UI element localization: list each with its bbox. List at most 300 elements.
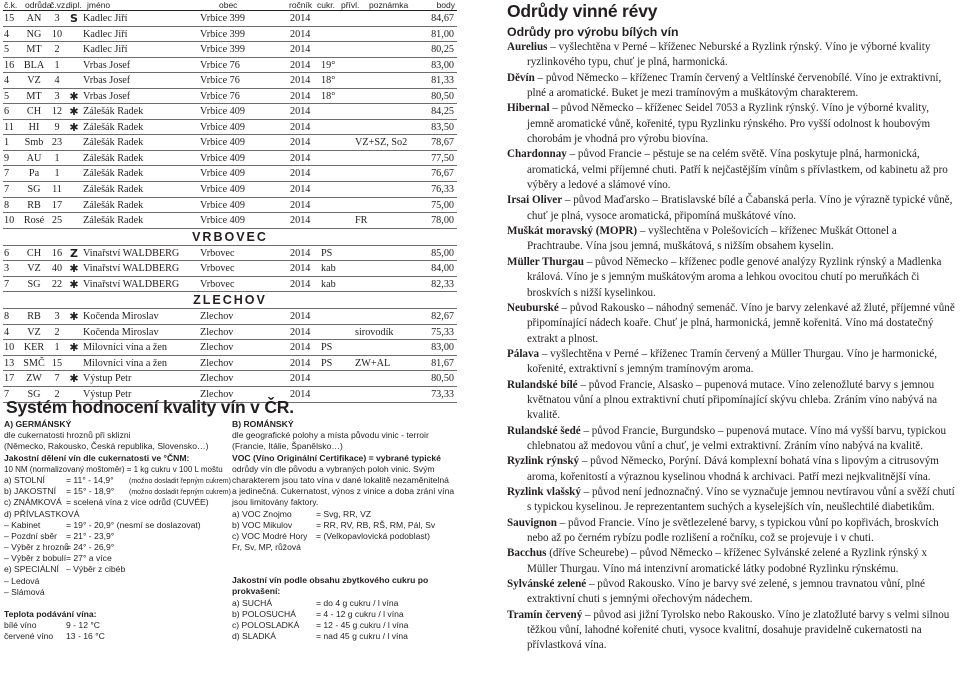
table-cell: Vrbice 409: [200, 137, 245, 149]
table-cell: Vrbice 399: [200, 28, 245, 40]
temperature-red: [4, 631, 229, 642]
variety-entry: [507, 193, 955, 224]
table-cell: Vrbovec: [200, 247, 235, 259]
table-cell: 81,33: [431, 75, 454, 87]
table-cell: Rosé: [23, 215, 45, 227]
table-cell: 3: [4, 263, 10, 275]
variety-name: Rulandské bílé: [507, 378, 578, 391]
text-line: charakterem jsou tato vína v dané lokalitě nezaměnitelná: [232, 474, 449, 485]
table-cell: 6: [4, 106, 10, 118]
table-cell: Kočenda Miroslav: [83, 326, 159, 338]
sugar-title: Jakostní vín podle obsahu zbytkového cukru po: [232, 575, 429, 586]
sugar-value: = nad 45 g cukru / l vína: [316, 631, 408, 642]
table-cell: PS: [321, 247, 333, 259]
table-cell: 2014: [290, 168, 311, 180]
category-label: b) JAKOSTNÍ: [4, 486, 57, 497]
category-jakostni: [4, 486, 229, 497]
table-cell: 3: [54, 311, 60, 323]
voc-value: = RR, RV, RB, RŠ, RM, Pál, Sv: [316, 519, 436, 530]
variety-entry: [507, 40, 955, 71]
table-cell: Pa: [28, 168, 40, 180]
text-line: (Francie, Itálie, Španělsko…): [232, 441, 343, 452]
voc-value: = (Velkopavlovická podoblast): [316, 530, 430, 541]
variety-name: Muškát moravský (MOPR): [507, 225, 638, 238]
variety-entry: [507, 71, 955, 102]
predicate-label: – Pozdní sběr: [4, 530, 58, 541]
predicate-specialni: [4, 564, 229, 575]
predicate-pozdni: [4, 531, 229, 542]
table-row: [3, 182, 457, 198]
table-cell: Vrbice 409: [200, 106, 245, 118]
table-cell: RB: [27, 311, 41, 323]
varieties-section: [507, 0, 955, 654]
table-cell: ZW+AL: [355, 357, 391, 369]
table-cell: Vrbovec: [200, 278, 235, 290]
table-cell: 2014: [290, 121, 311, 133]
variety-entry: [507, 301, 955, 347]
variety-entry: [507, 378, 955, 424]
variety-name: Hibernal: [507, 102, 550, 115]
text-line: (Německo, Rakousko, Česká republika, Slovensko…): [4, 441, 209, 452]
table-cell: Vinařství WALDBERG: [83, 247, 180, 259]
table-cell: Vrbice 409: [200, 168, 245, 180]
table-cell: Vrbice 399: [200, 44, 245, 56]
table-cell: kab: [321, 278, 336, 290]
table-cell: 17: [4, 373, 15, 385]
table-cell: FR: [355, 215, 368, 227]
table-cell: Vrbice 409: [200, 152, 245, 164]
variety-name: Sauvignon: [507, 516, 557, 529]
table-cell: Zálešák Radek: [83, 184, 144, 196]
table-cell: Vrbas Josef: [83, 90, 131, 102]
table-cell: 80,50: [431, 90, 454, 102]
table-cell: Vrbice 76: [200, 90, 240, 102]
table-cell: 1: [54, 168, 60, 180]
variety-name: Pálava: [507, 347, 540, 360]
variety-description: – původ Německo, Porýní. Dává komplexní bohatá vína s lipovým a citrusovým aroma, kořenitostí a výraznou kyselinou vhodná k archivaci. Patří mezi nejkvalitnější vína.: [527, 455, 939, 483]
table-cell: CH: [26, 247, 42, 259]
table-cell: Zálešák Radek: [83, 121, 144, 133]
table-cell: 8: [4, 199, 10, 211]
results-table: [3, 0, 457, 403]
text-line: – Slámová: [4, 586, 45, 597]
variety-entry: [507, 454, 955, 485]
table-cell: 25: [51, 215, 63, 227]
group-zlechov: ZLECHOV: [3, 292, 457, 309]
table-cell: 2014: [290, 389, 311, 401]
table-cell: Kadlec Jiří: [83, 28, 128, 40]
table-cell: ✱: [69, 310, 79, 324]
col-obec: obec: [219, 0, 238, 10]
table-cell: 15: [4, 13, 15, 24]
sugar-value: = do 4 g cukru / l vína: [316, 597, 399, 608]
table-cell: 2014: [290, 278, 311, 290]
table-cell: 6: [4, 247, 10, 259]
variety-name: Rulandské šedé: [507, 424, 581, 437]
table-cell: 78,00: [431, 215, 454, 227]
variety-description: – původ Německo – kříženec Seidel 7053 a Ryzlink rýnský. Víno je výborné kvality, jemně aromatické vůně, kořenité, typu Ryzlinku rýnského. Pro vyšší odolnost k houbovým chorobám je vhodná pro výrobu biovína.: [527, 102, 931, 146]
table-cell: KER: [23, 342, 45, 354]
variety-description: – vyšlechtěna v Perné – kříženec Tramín červený a Müller Thurgau. Víno je harmonické, kořenité, extraktivní s jemným tramínovým aroma.: [527, 347, 938, 376]
table-row: [3, 73, 457, 89]
sugar-label: a) SUCHÁ: [232, 597, 273, 608]
col-dipl: dipl.: [66, 0, 82, 10]
table-cell: ZW: [26, 373, 42, 385]
table-cell: 2014: [290, 373, 311, 385]
voc-value: = Svg, RR, VZ: [316, 508, 372, 519]
table-cell: ✱: [69, 341, 79, 355]
sugar-polosladka: [232, 620, 462, 631]
table-cell: Vrbas Josef: [83, 59, 131, 71]
table-cell: 2014: [290, 357, 311, 369]
varieties-title: Odrůdy vinné révy: [507, 1, 658, 21]
table-cell: RB: [27, 199, 41, 211]
table-row: [3, 151, 457, 167]
variety-name: Sylvánské zelené: [507, 578, 587, 591]
table-cell: 15: [51, 357, 63, 369]
table-cell: 10: [4, 215, 15, 227]
predicate-kabinet: [4, 520, 229, 531]
table-row: [3, 309, 457, 325]
table-cell: 2014: [290, 215, 311, 227]
col-jmeno: jméno: [87, 0, 111, 10]
table-cell: S: [70, 12, 78, 25]
table-cell: 2014: [290, 106, 311, 118]
table-cell: sirovodík: [355, 326, 394, 338]
sugar-label: d) SLADKÁ: [232, 631, 276, 642]
table-cell: Kadlec Jiří: [83, 44, 128, 56]
variety-description: – původ Německo – kříženec Tramín červený a Veltlínské červenobílé. Víno je extraktivní, plné a aromatické. Buket je mezi tramínovým a muškátovým charakterem.: [527, 71, 942, 100]
table-cell: Vrbas Josef: [83, 75, 131, 87]
table-cell: Vrbice 409: [200, 121, 245, 133]
variety-name: Müller Thurgau: [507, 255, 584, 268]
table-cell: VZ: [27, 263, 41, 275]
table-cell: 8: [4, 311, 10, 323]
table-cell: 2014: [290, 263, 311, 275]
text-line: a jedinečná. Cukernatost, výnos z vinice a doba zrání vína: [232, 486, 455, 497]
variety-description: – vyšlechtěna v Perné – kříženec Neburské a Ryzlink rýnský. Víno je výborné kvality ryzlinkového typu, chuť je plná, harmonická.: [527, 41, 931, 69]
variety-name: Chardonnay: [507, 148, 567, 161]
table-cell: 12: [51, 106, 63, 118]
table-cell: Vrbice 409: [200, 184, 245, 196]
table-cell: 4: [4, 75, 10, 87]
sugar-value: = 12 - 45 g cukru / l vína: [316, 620, 409, 630]
table-cell: 7: [4, 168, 10, 180]
table-cell: Zlechov: [200, 311, 234, 323]
table-cell: Zálešák Radek: [83, 168, 144, 180]
table-cell: 83,00: [431, 342, 454, 354]
table-cell: 1: [54, 152, 60, 164]
table-cell: Zálešák Radek: [83, 137, 144, 149]
text-line: dle geografické polohy a místa původu vinic - terroir: [232, 430, 429, 441]
table-cell: 18°: [321, 75, 336, 87]
predicate-label: – Výběr z hroznů: [4, 542, 69, 553]
variety-description: – původ Francie – pěstuje se na celém světě. Vína poskytuje plná, harmonická, aromatická, velmi příjemné chuti. Patří k nejčastějším vínům s přívlastkem, od kabinetu až pro výběry a ledové a slámové víno.: [527, 148, 948, 192]
table-cell: 3: [54, 90, 60, 102]
table-cell: 84,67: [431, 13, 454, 24]
text-line: – Ledová: [4, 575, 40, 586]
table-cell: Zlechov: [200, 373, 234, 385]
table-cell: SG: [27, 184, 41, 196]
variety-entry: [507, 224, 955, 255]
table-cell: 2014: [290, 44, 311, 56]
table-header: [3, 0, 457, 11]
table-cell: HI: [28, 121, 40, 133]
category-value: = 15° - 18,9°: [66, 486, 115, 497]
temperature-label: červené víno: [4, 631, 54, 642]
table-cell: 7: [4, 278, 10, 290]
table-cell: 2: [54, 326, 60, 338]
table-cell: 18°: [321, 90, 336, 102]
table-cell: 2014: [290, 90, 311, 102]
table-cell: ✱: [69, 277, 79, 291]
sugar-value: = 4 - 12 g cukru / l vína: [316, 608, 404, 619]
table-cell: 5: [4, 44, 10, 56]
table-row: [3, 371, 457, 387]
predicate-value: – Výběr z cibéb: [66, 564, 126, 575]
table-cell: ✱: [69, 120, 79, 134]
table-cell: 2014: [290, 184, 311, 196]
table-cell: Zlechov: [200, 357, 234, 369]
variety-entry: [507, 608, 955, 654]
variety-entry: [507, 516, 955, 547]
table-cell: 3: [54, 13, 60, 24]
table-cell: 2: [54, 389, 60, 401]
table-cell: 75,33: [431, 326, 454, 338]
category-label: a) STOLNÍ: [4, 474, 45, 485]
table-cell: ✱: [69, 105, 79, 119]
category-value: = scelená vína z více odrůd (CUVÉE): [66, 497, 209, 508]
variety-description: – původ asi jižní Tyrolsko nebo Rakousko. Víno je zlatožluté barvy s velmi silnou těžkou vůní, lahodné kořenité chuti, vysoce kvalitní, dosahuje pravidelně cukernatosti na přívlastková vína.: [527, 608, 950, 652]
col-pripl: přívl.: [341, 0, 360, 10]
variety-name: Irsai Oliver: [507, 194, 563, 207]
table-cell: Zlechov: [200, 389, 234, 401]
table-cell: 10: [51, 28, 63, 40]
table-cell: BLA: [23, 59, 45, 71]
table-cell: 2014: [290, 75, 311, 87]
table-cell: ✱: [69, 372, 79, 386]
table-cell: Z: [70, 246, 78, 260]
predicate-label: – Výběr z bobulí: [4, 553, 67, 564]
table-row: [3, 261, 457, 277]
col-odruda: odrůda: [25, 0, 52, 10]
table-row: [3, 198, 457, 214]
table-row: [3, 246, 457, 262]
variety-description: – původ Francie, Alsasko – pupenová mutace. Víno zelenožluté barvy s jemnou květnatou vůní a plnou extraktivní chutí připomínající skývu chleba. Zráním víno nabývá na kvalitě.: [527, 378, 938, 422]
table-cell: 4: [4, 28, 10, 40]
variety-name: Tramín červený: [507, 608, 583, 621]
table-cell: 11: [52, 184, 62, 196]
table-cell: Vrbice 76: [200, 75, 240, 87]
table-cell: Vinařství WALDBERG: [83, 278, 180, 290]
table-row: [3, 135, 457, 151]
table-cell: AU: [26, 152, 42, 164]
col-ck: č.k.: [4, 0, 18, 10]
table-cell: 1: [54, 342, 60, 354]
table-cell: 16: [51, 247, 63, 259]
category-znamkova: [4, 497, 229, 508]
table-row: [3, 89, 457, 105]
variety-entry: [507, 347, 955, 378]
category-value: = 11° - 14,9°: [66, 474, 114, 485]
table-cell: 82,67: [431, 311, 454, 323]
table-cell: Vrbovec: [200, 263, 235, 275]
variety-entry: [507, 424, 955, 455]
table-cell: Vrbice 409: [200, 215, 245, 227]
table-cell: 83,50: [431, 121, 454, 133]
variety-name: Ryzlink rýnský: [507, 455, 580, 468]
table-cell: 82,33: [431, 278, 454, 290]
romanic-system: [232, 419, 462, 642]
table-cell: 2: [54, 44, 60, 56]
table-cell: Smb: [24, 137, 44, 149]
table-cell: 2014: [290, 28, 311, 40]
text-line: Fr, Sv, MP, růžová: [232, 542, 301, 553]
table-cell: 2014: [290, 199, 311, 211]
table-cell: 84,25: [431, 106, 454, 118]
text-line: Jakostní dělení vín dle cukernatosti ve °ČNM:: [4, 452, 190, 463]
temperature-value: 13 - 16 °C: [66, 631, 105, 642]
table-cell: 75,00: [431, 199, 454, 211]
variety-entry: [507, 101, 955, 147]
sugar-sladka: [232, 631, 462, 642]
table-cell: MT: [26, 90, 42, 102]
variety-entry: [507, 485, 955, 516]
variety-description: – původ Německo – kříženec podle genové analýzy Ryzlink rýnský a Madlenka králová. Víno je s jemným muškátovým aroma a lehkou ovocitou chutí po meruňkách či broskvích s nižší kyselinkou.: [527, 255, 942, 299]
variety-entry: [507, 577, 955, 608]
table-cell: Zálešák Radek: [83, 215, 144, 227]
table-cell: 19°: [321, 59, 336, 71]
sugar-label: c) POLOSLADKÁ: [232, 620, 300, 630]
voc-label: b) VOC Mikulov: [232, 519, 293, 530]
table-cell: NG: [26, 28, 42, 40]
table-cell: 4: [4, 326, 10, 338]
table-cell: 2014: [290, 137, 311, 149]
table-cell: MT: [26, 44, 42, 56]
table-cell: 22: [51, 278, 63, 290]
table-cell: 77,50: [431, 152, 454, 164]
table-cell: Vrbice 76: [200, 59, 240, 71]
variety-description: – původ Francie. Víno je světlezelené barvy, s typickou vůní po kopřivách, broskvích nebo až po černém rybízu podle rozlišení a ročníku, což se projevuje i v chuti.: [527, 516, 939, 544]
temperature-label: bílé víno: [4, 620, 37, 631]
sugar-title-2: prokvašení:: [232, 586, 281, 597]
temperature-white: [4, 620, 229, 631]
table-row: [3, 325, 457, 341]
variety-entry: [507, 147, 955, 193]
table-cell: VZ+SZ, So2: [355, 137, 408, 149]
variety-description: – původ Rakousko. Víno je barvy své zelené, s jemnou travnatou vůní, plné extraktivní chuti s jemnými ořechovým nádechem.: [527, 578, 925, 606]
predicate-value: = 27° a více: [66, 553, 112, 564]
variety-description: – původ není jednoznačný. Víno se vyznačuje jemnou nevtíravou vůní a svěží chutí s typickou kyselinou. Je reprezentantem suchých a kyselejších vín, neušlechtilé diabetikům.: [527, 485, 955, 514]
table-row: [3, 277, 457, 293]
sugar-sucha: [232, 598, 462, 609]
category-label: c) ZNÁMKOVÁ: [4, 497, 62, 508]
variety-description: – původ Rakousko – náhodný semenáč. Víno je barvy zelenkavé až žluté, příjemné vůně připomínající nádech koaře. Chuť je plná, harmonická, jemně kořenitá. Víno má dostatečný extrakt a plnost.: [527, 301, 955, 345]
table-cell: 10: [4, 342, 15, 354]
temperature-title: Teplota podávání vína:: [4, 609, 97, 619]
table-cell: 23: [51, 137, 63, 149]
predicate-vyber-bobuli: [4, 553, 229, 564]
table-cell: 2014: [290, 326, 311, 338]
table-cell: 4: [54, 75, 60, 87]
table-cell: Zlechov: [200, 326, 234, 338]
table-cell: 1: [4, 137, 10, 149]
category-note: (možno dosladit řepným cukrem): [129, 477, 231, 485]
col-cukr: cukr.: [317, 0, 335, 10]
table-row: [3, 356, 457, 372]
table-cell: Zálešák Radek: [83, 199, 144, 211]
table-row: [3, 58, 457, 74]
table-cell: CH: [26, 106, 42, 118]
category-stolni: [4, 475, 229, 486]
table-cell: kab: [321, 263, 336, 275]
table-cell: SG: [27, 389, 41, 401]
table-row: [3, 120, 457, 136]
table-row: [3, 27, 457, 43]
table-cell: Milovníci vína a žen: [83, 357, 168, 369]
table-cell: Vinařství WALDBERG: [83, 263, 180, 275]
table-row: [3, 340, 457, 356]
table-cell: SMČ: [23, 357, 45, 369]
variety-name: Ryzlink vlašský: [507, 485, 581, 498]
table-cell: 9: [54, 121, 60, 133]
voc-modre-hory: [232, 531, 462, 542]
table-cell: Zálešák Radek: [83, 152, 144, 164]
varieties-subtitle: Odrůdy pro výrobu bílých vín: [507, 25, 679, 39]
table-cell: Vrbice 409: [200, 199, 245, 211]
table-cell: Vrbice 399: [200, 13, 245, 24]
variety-entry: [507, 255, 955, 301]
table-cell: 78,67: [431, 137, 454, 149]
sugar-polosucha: [232, 609, 462, 620]
group-vrbovec: VRBOVEC: [3, 229, 457, 246]
table-cell: 2014: [290, 13, 311, 24]
predicate-vyber-hroznu: [4, 542, 229, 553]
variety-description: – původ Francie, Burgundsko – pupenová mutace. Víno má vyšší barvu, typickou chlebnatou až medovou vůní a chuť, je velmi extraktivní. Zráním víno nabývá na kvalitě.: [527, 424, 946, 452]
predicate-value: = 21° - 23,9°: [66, 530, 115, 541]
table-cell: 17: [51, 199, 63, 211]
table-cell: 40: [51, 263, 63, 275]
table-cell: 7: [4, 184, 10, 196]
table-cell: 2014: [290, 247, 311, 259]
table-cell: 16: [4, 59, 15, 71]
variety-name: Neuburské: [507, 301, 559, 314]
varieties-list: [507, 40, 955, 654]
table-cell: ✱: [69, 262, 79, 276]
col-poznamka: poznámka: [369, 0, 409, 10]
text-line: VOC (Víno Originální Certifikace) = vybrané typické: [232, 452, 441, 463]
table-cell: 2014: [290, 342, 311, 354]
romanic-title: B) ROMÁNSKÝ: [232, 419, 294, 429]
variety-description: – původ Maďarsko – Bratislavské bílé a Čabanská perla. Víno je výrazně typické vůně, chuť je plná, vysoce aromatická, připomíná muškátové víno.: [527, 194, 953, 222]
table-cell: 83,00: [431, 59, 454, 71]
table-cell: 81,67: [431, 357, 454, 369]
table-cell: 80,25: [431, 44, 454, 56]
table-cell: 76,67: [431, 168, 454, 180]
variety-name: Aurelius: [507, 41, 548, 53]
table-cell: 7: [54, 373, 60, 385]
table-cell: 2014: [290, 59, 311, 71]
text-line: 10 NM (normalizovaný moštoměr) = 1 kg cukru v 100 L moštu: [4, 464, 223, 474]
sugar-label: b) POLOSUCHÁ: [232, 608, 296, 619]
predicate-label: e) SPECIÁLNÍ: [4, 564, 59, 575]
germanic-system: [4, 419, 229, 643]
table-row: [3, 213, 457, 229]
table-cell: VZ: [27, 75, 41, 87]
variety-description: (dříve Scheurebe) – původ Německo – kříženec Sylvánské zelené a Ryzlink rýnský x Müller Thurgau. Víno má intenzivní aromatické látky podobné Ryzlinku rýnskému.: [527, 547, 928, 575]
table-cell: 2014: [290, 152, 311, 164]
table-cell: PS: [321, 342, 333, 354]
